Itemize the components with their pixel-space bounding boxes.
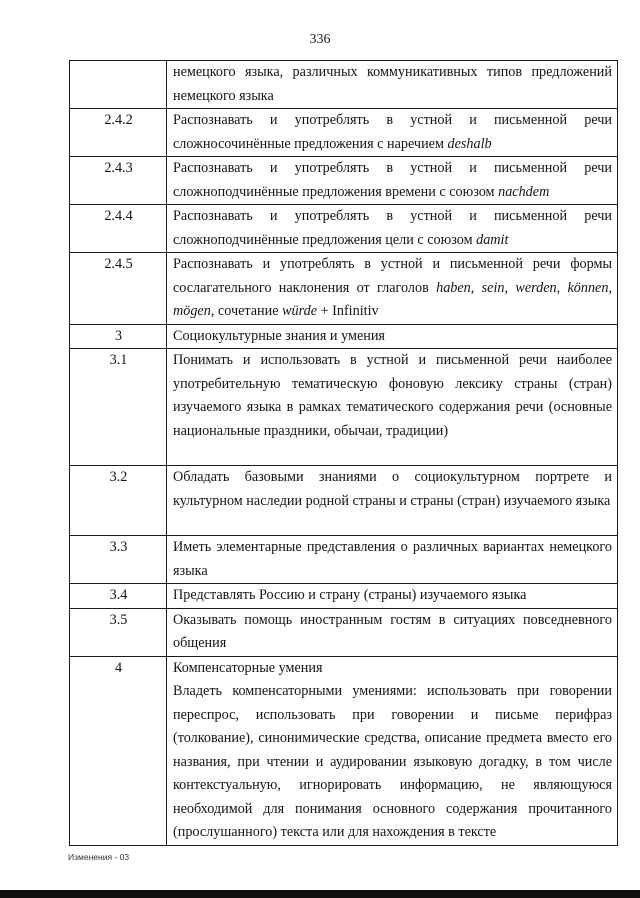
text-run: Представлять Россию и страну (страны) изучаемого языка [173, 587, 527, 603]
row-description [167, 608, 618, 656]
row-code: 4 [70, 656, 167, 845]
text-run: Распознавать и употреблять в устной и письменной речи сложносочинённые предложения с наречием [173, 112, 612, 152]
table-row [70, 205, 618, 253]
row-code [70, 61, 167, 109]
table-row [70, 349, 618, 466]
table-row [70, 157, 618, 205]
description-text [173, 109, 612, 156]
row-description [167, 157, 618, 205]
table-row [70, 324, 618, 349]
row-description [167, 61, 618, 109]
text-run: Иметь элементарные представления о различных вариантах немецкого языка [173, 539, 612, 579]
description-text [173, 657, 612, 681]
term-italic: damit [476, 231, 509, 248]
term-italic: können [567, 279, 609, 296]
row-description [167, 109, 618, 157]
term-italic: mögen [173, 303, 211, 319]
text-run: Распознавать и употреблять в устной и письменной речи сложноподчинённые предложения цели с союзом [173, 208, 612, 248]
term-italic: werden [515, 279, 557, 296]
description-extra: Владеть компенсаторными умениями: использовать при говорении переспрос, использовать при говорении и письме перифраз (толкование), синонимические средства, описание предмета вместо его названия, при чтении и аудировании языковую догадку, в том числе контекстуальную, игнорировать информацию, не являющуюся необходимой для понимания основного содержания прочитанного (прослушанного) текста или для нахождения в тексте [173, 683, 612, 840]
text-run: Понимать и использовать в устной и письменной речи наиболее употребительную тематическую фоновую лексику страны (стран) изучаемого языка в рамках тематического содержания речи (основные национальные праздники, обычаи, традиции) [173, 352, 612, 439]
table-row [70, 61, 618, 109]
row-code: 3.2 [70, 466, 167, 536]
table-row [70, 608, 618, 656]
text-run: Распознавать и употреблять в устной и письменной речи сложноподчинённые предложения времени с союзом [173, 160, 612, 200]
row-description [167, 536, 618, 584]
text-run: немецкого языка, различных коммуникативных типов предложений немецкого языка [173, 64, 612, 104]
text-run: , [504, 279, 516, 296]
footer-revision-note: Изменения - 03 [68, 852, 130, 862]
row-description [167, 253, 618, 325]
text-run: , [470, 279, 482, 296]
term-italic: sein [481, 279, 505, 296]
description-text [173, 349, 612, 443]
page-number: 336 [309, 32, 331, 47]
competency-table [69, 60, 618, 846]
text-run: , сочетание [210, 303, 283, 319]
row-code: 2.4.2 [70, 109, 167, 157]
table-row [70, 109, 618, 157]
row-code: 2.4.4 [70, 205, 167, 253]
description-text [173, 253, 612, 324]
term-italic: nachdem [498, 183, 550, 200]
description-text [173, 61, 612, 108]
row-code: 3.1 [70, 349, 167, 466]
term-italic: deshalb [447, 135, 492, 152]
scan-bottom-edge [0, 890, 640, 898]
row-description [167, 324, 618, 349]
description-text [173, 157, 612, 204]
row-code: 3.4 [70, 584, 167, 609]
table-row [70, 656, 618, 845]
table-row [70, 253, 618, 325]
text-run: Оказывать помощь иностранным гостям в ситуациях повседневного общения [173, 611, 612, 651]
row-code: 3.5 [70, 608, 167, 656]
row-description [167, 205, 618, 253]
description-text [173, 609, 612, 656]
text-run: Обладать базовыми знаниями о социокультурном портрете и культурном наследии родной страны и страны (стран) изучаемого языка [173, 469, 612, 509]
term-italic: haben [436, 279, 471, 296]
description-text [173, 325, 612, 349]
text-run: , [608, 279, 612, 296]
text-run: Компенсаторные умения [173, 659, 323, 676]
table-row [70, 536, 618, 584]
row-code: 3.3 [70, 536, 167, 584]
description-text [173, 584, 612, 608]
text-run: Социокультурные знания и умения [173, 327, 385, 344]
text-run: + Infinitiv [317, 303, 379, 319]
text-run: Распознавать и употреблять в устной и письменной речи формы сослагательного наклонения от глаголов [173, 256, 612, 296]
description-text [173, 466, 612, 513]
table-row [70, 466, 618, 536]
row-description [167, 349, 618, 466]
row-description [167, 656, 618, 845]
row-description [167, 466, 618, 536]
row-code: 2.4.3 [70, 157, 167, 205]
row-description [167, 584, 618, 609]
description-text [173, 536, 612, 583]
row-code: 2.4.5 [70, 253, 167, 325]
table-row [70, 584, 618, 609]
text-run: , [556, 279, 568, 296]
term-italic: würde [282, 303, 318, 319]
description-text [173, 205, 612, 252]
table-body [70, 61, 618, 846]
row-code: 3 [70, 324, 167, 349]
